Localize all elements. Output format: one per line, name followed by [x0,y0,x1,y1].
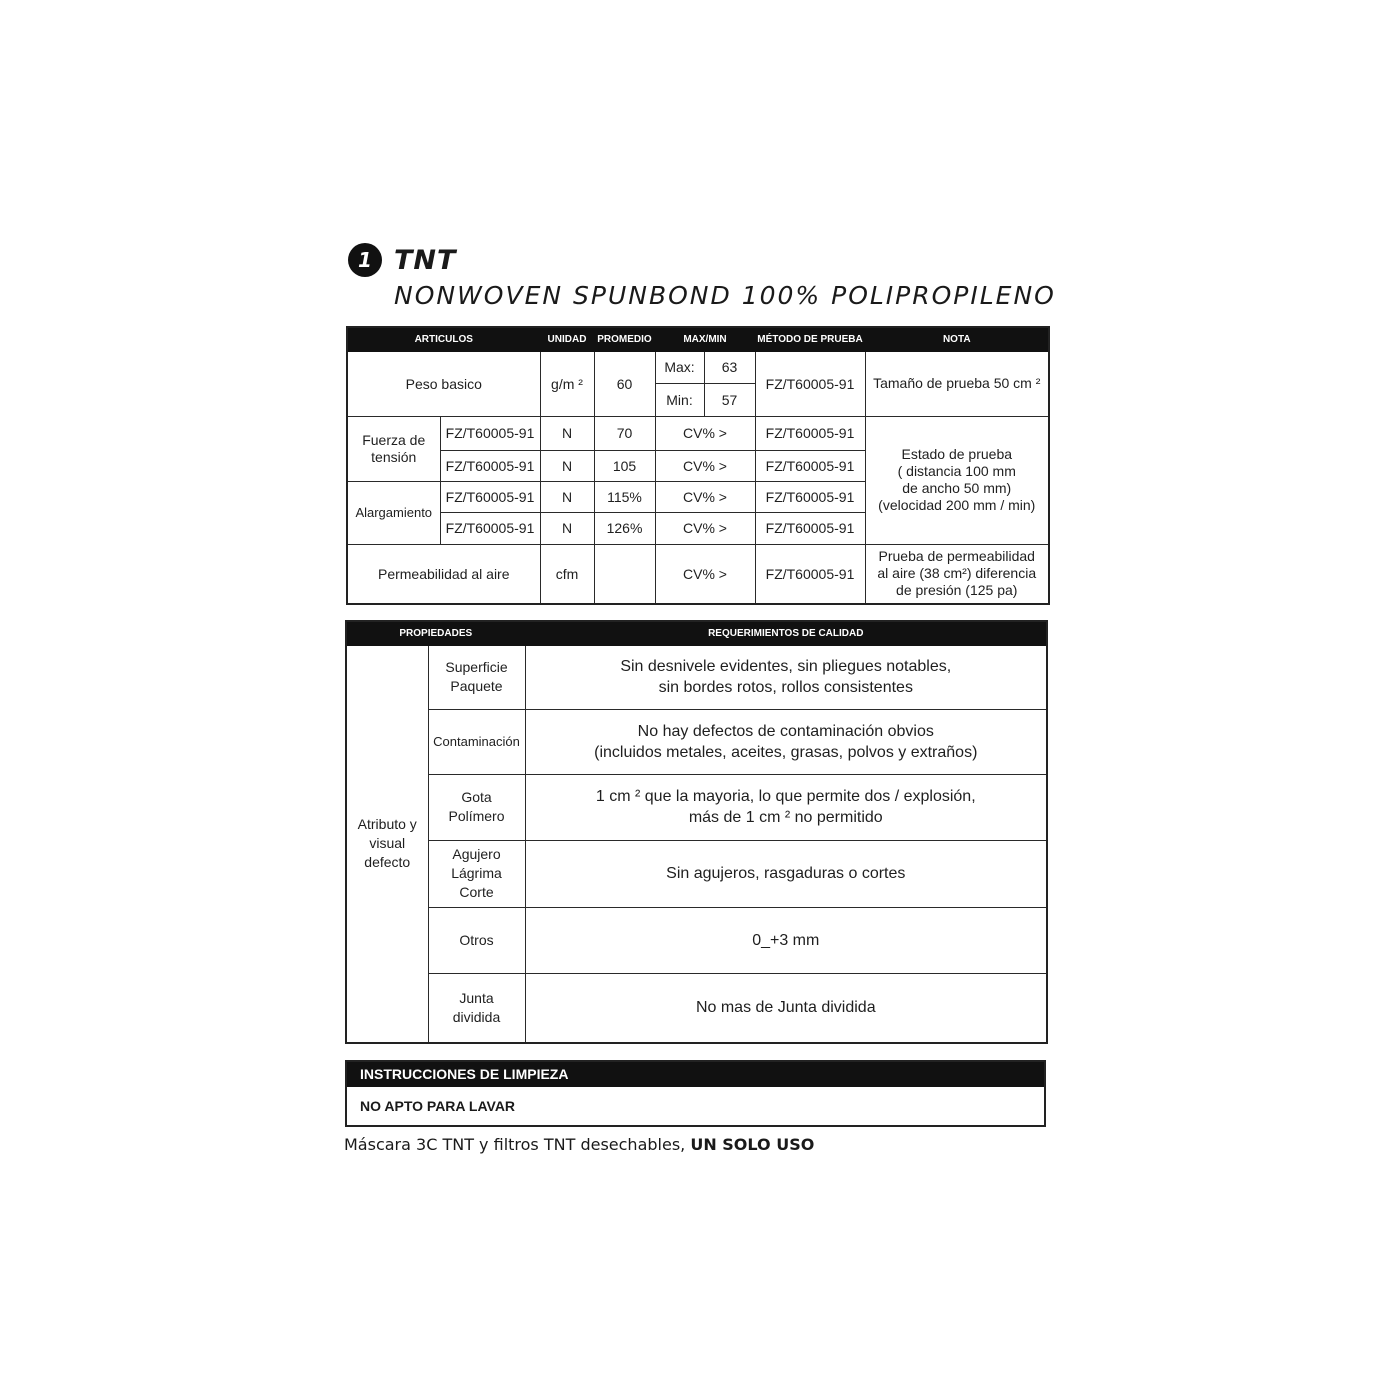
row-avg: 70 [594,416,655,450]
property-line: Superficie [445,659,508,675]
group-label-line: defecto [364,854,411,871]
requirement-line: más de 1 cm ² no permitido [688,809,883,826]
header-nota: NOTA [865,327,1049,351]
header-requerimientos: REQUERIMIENTOS DE CALIDAD [525,621,1047,645]
requirement-line: No mas de Junta dividida [695,999,876,1017]
table-row [346,907,1047,973]
property-line: Gota [461,789,492,805]
footer-bold: UN SOLO USO [690,1135,815,1154]
property-cell [428,840,525,907]
specs-header-row [347,327,1049,351]
estado-note-line: Estado de prueba [901,446,1013,462]
header-articulos: ARTICULOS [347,327,540,351]
perm-method: FZ/T60005-91 [755,544,865,604]
row-code: FZ/T60005-91 [440,416,540,450]
perm-note-line: al aire (38 cm²) diferencia [877,565,1037,582]
requirement-cell [525,774,1047,840]
requirement-line: 1 cm ² que la mayoria, lo que permite dos / explosión, [595,788,976,805]
row-maxmin: CV% > [655,481,755,512]
perm-maxmin: CV% > [655,544,755,604]
row-avg: 115% [594,481,655,512]
peso-label: Peso basico [347,351,540,416]
footer-text: Máscara 3C TNT y filtros TNT desechables, [344,1135,691,1154]
property-line: Agujero [452,846,501,862]
group-label-line: Atributo y [357,816,417,833]
row-code: FZ/T60005-91 [440,512,540,544]
perm-unit: cfm [540,544,594,604]
table-row [346,709,1047,774]
property-cell [428,907,525,973]
property-line: Junta [459,989,494,1006]
property-line: Contaminación [433,734,520,749]
requirement-line: Sin desnivele evidentes, sin pliegues notables, [620,658,952,675]
specs-table [346,326,1050,605]
row-method: FZ/T60005-91 [755,512,865,544]
row-unit: N [540,416,594,450]
row-maxmin: CV% > [655,512,755,544]
row-avg: 126% [594,512,655,544]
property-line: Polímero [448,808,505,824]
header-unidad: UNIDAD [540,327,594,351]
row-unit: N [540,481,594,512]
property-line: Otros [459,931,494,948]
row-code: FZ/T60005-91 [440,450,540,481]
row-unit: N [540,512,594,544]
requirement-cell [525,709,1047,774]
table-row [346,645,1047,709]
estado-note-line: (velocidad 200 mm / min) [878,497,1036,513]
estado-note-line: ( distancia 100 mm [897,463,1016,479]
requirement-cell [525,907,1047,973]
property-line: dividida [452,1008,501,1025]
requirement-cell [525,973,1047,1043]
cleaning-body: NO APTO PARA LAVAR [360,1098,516,1114]
row-maxmin: CV% > [655,416,755,450]
property-line: Corte [459,884,494,900]
peso-note: Tamaño de prueba 50 cm ² [865,351,1049,416]
property-cell [428,645,525,709]
property-line: Paquete [450,678,503,694]
table-row [347,416,1049,450]
table-row [346,973,1047,1043]
requirement-line: No hay defectos de contaminación obvios [637,722,934,740]
perm-label: Permeabilidad al aire [347,544,540,604]
row-method: FZ/T60005-91 [755,416,865,450]
table-row [346,840,1047,907]
peso-row [347,351,1049,383]
row-code: FZ/T60005-91 [440,481,540,512]
table-row [346,774,1047,840]
perm-note [865,544,1049,604]
header-promedio: PROMEDIO [594,327,655,351]
page-subtitle: NONWOVEN SPUNBOND 100% POLIPROPILENO [394,281,1056,310]
quality-table [345,620,1048,1044]
peso-unit: g/m ² [540,351,594,416]
row-method: FZ/T60005-91 [755,450,865,481]
row-unit: N [540,450,594,481]
row-avg: 105 [594,450,655,481]
alargamiento-label: Alargamiento [347,481,440,544]
property-cell [428,774,525,840]
requirement-line: Sin agujeros, rasgaduras o cortes [666,865,906,882]
peso-max: 63 [704,351,755,383]
peso-min: 57 [704,383,755,416]
footer-note [344,1135,814,1154]
requirement-cell [525,840,1047,907]
peso-method: FZ/T60005-91 [755,351,865,416]
peso-max-label: Max: [655,351,704,383]
title-block [348,243,1056,310]
header-metodo: MÉTODO DE PRUEBA [755,327,865,351]
estado-note-line: de ancho 50 mm) [902,480,1012,496]
row-maxmin: CV% > [655,450,755,481]
header-propiedades: PROPIEDADES [346,621,525,645]
perm-row [347,544,1049,604]
quality-header-row [346,621,1047,645]
perm-note-line: de presión (125 pa) [896,582,1018,599]
section-number-badge: 1 [348,243,382,277]
cleaning-header: INSTRUCCIONES DE LIMPIEZA [347,1062,1044,1087]
cleaning-box [345,1060,1046,1127]
estado-note [865,416,1049,544]
requirement-cell [525,645,1047,709]
requirement-line: sin bordes rotos, rollos consistentes [658,679,913,696]
peso-avg: 60 [594,351,655,416]
property-cell [428,709,525,774]
peso-min-label: Min: [655,383,704,416]
fuerza-label: Fuerza de tensión [347,416,440,481]
perm-avg [594,544,655,604]
property-line: Lágrima [451,865,502,881]
page-title: TNT [394,244,457,276]
requirement-line: 0_+3 mm [752,931,820,949]
property-cell [428,973,525,1043]
header-maxmin: MAX/MIN [655,327,755,351]
group-label-line: visual [369,835,406,852]
group-label [346,645,428,1043]
requirement-line: (incluidos metales, aceites, grasas, polvos y extraños) [594,743,978,761]
perm-note-line: Prueba de permeabilidad [878,548,1035,565]
row-method: FZ/T60005-91 [755,481,865,512]
